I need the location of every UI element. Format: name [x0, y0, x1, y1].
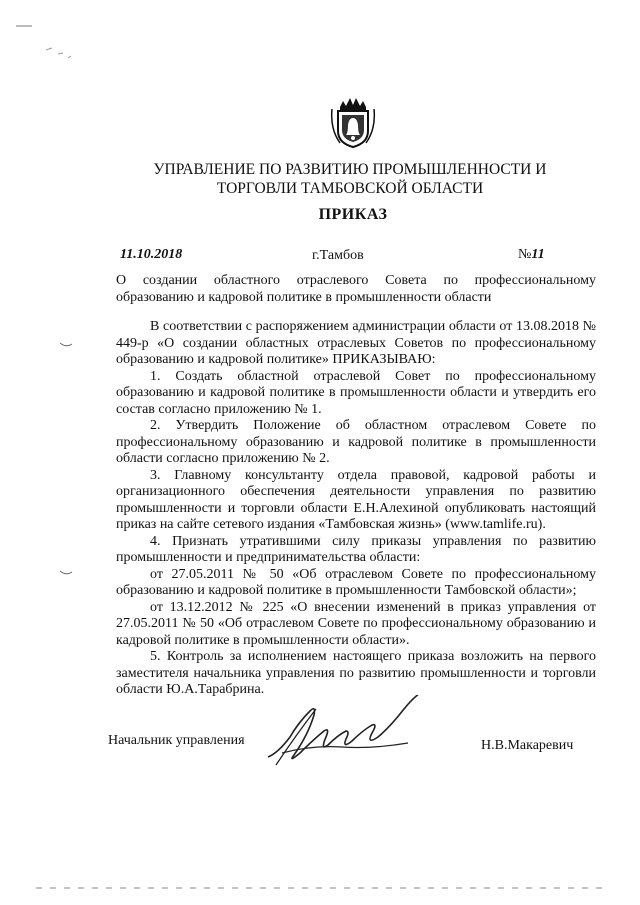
organization-header: [120, 160, 580, 198]
document-subject: О создании областного отраслевого Совета по профессиональному образованию и кадровой политике в промышленности области: [116, 273, 596, 305]
body-paragraph: 2. Утвердить Положение об областном отраслевом Совете по профессиональному образованию и кадровой политике в промышленности области согласно приложению № 2.: [116, 418, 596, 466]
body-paragraph: 4. Признать утратившими силу приказы управления по развитию промышленности и предпринимательства области:: [116, 533, 596, 565]
number-label: №: [518, 247, 532, 262]
coat-of-arms-emblem: [330, 95, 376, 149]
handwritten-signature: [262, 695, 432, 775]
body-paragraph: от 13.12.2012 № 225 «О внесении изменений в приказ управления от 27.05.2011 № 50 «Об отраслевом Совете по профессиональному образованию и кадровой политике в промышленности области».: [116, 599, 596, 648]
signatory-position: Начальник управления: [108, 733, 245, 748]
document-city: г.Тамбов: [312, 248, 364, 263]
document-date: 11.10.2018: [120, 247, 183, 262]
body-paragraph: от 27.05.2011 № 50 «Об отраслевом Совете по профессиональному образованию и кадровой политике в промышленности Тамбовской области»;: [116, 566, 596, 598]
document-title: ПРИКАЗ: [318, 206, 388, 223]
signatory-name: Н.В.Макаревич: [481, 738, 574, 753]
document-number: [518, 247, 545, 263]
organization-line-2: ТОРГОВЛИ ТАМБОВСКОЙ ОБЛАСТИ: [216, 180, 484, 197]
body-paragraph: 3. Главному консультанту отдела правовой, кадровой работы и организационного обеспечения деятельности управления по развитию промышленности и торговли области Е.Н.Алехиной опубликовать настоящий приказ на сайте сетевого издания «Тамбовская жизнь» (www.tamlife.ru).: [116, 467, 596, 532]
body-paragraph: 1. Создать областной отраслевой Совет по профессиональному образованию и кадровой политике в промышленности области и утвердить его состав согласно приложению № 1.: [116, 368, 596, 417]
document-body: [116, 319, 596, 699]
number-value: 11: [531, 247, 545, 262]
organization-line-1: УПРАВЛЕНИЕ ПО РАЗВИТИЮ ПРОМЫШЛЕННОСТИ И: [153, 161, 547, 178]
body-paragraph: 5. Контроль за исполнением настоящего приказа возложить на первого заместителя начальника управления по развитию промышленности и торговли области Ю.А.Тарабрина.: [116, 649, 596, 697]
body-paragraph: В соответствии с распоряжением администрации области от 13.08.2018 № 449-р «О создании областных отраслевых Советов по профессиональному образованию и кадровой политике» ПРИКАЗЫВАЮ:: [116, 319, 596, 367]
